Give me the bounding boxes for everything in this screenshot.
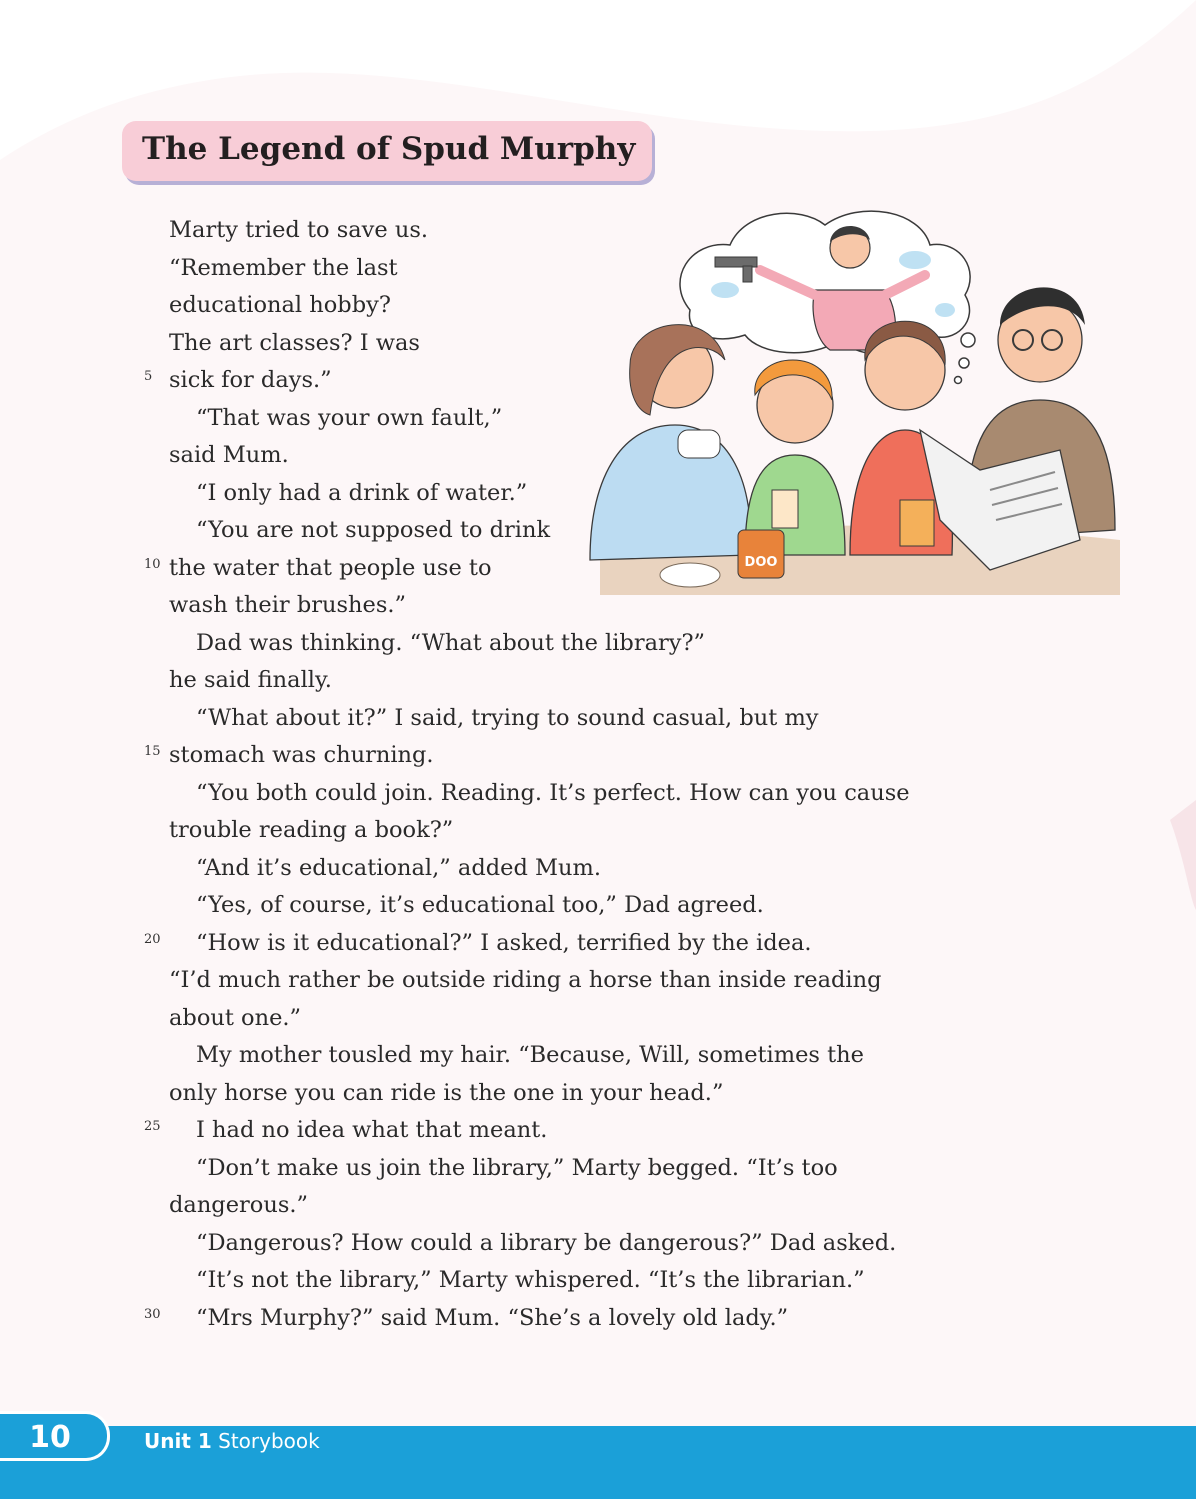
story-line: the water that people use to <box>169 554 492 581</box>
line-number: 5 <box>144 369 153 384</box>
story-line: The art classes? I was <box>169 329 420 356</box>
story-line: I had no idea what that meant. <box>196 1117 548 1143</box>
story-line: educational hobby? <box>169 292 391 318</box>
unit-label: Unit 1 <box>144 1429 212 1453</box>
story-line: about one.” <box>169 1004 302 1031</box>
story-line: “What about it?” I said, trying to sound casual, but my <box>196 704 819 731</box>
story-line: wash their brushes.” <box>169 592 407 618</box>
line-number: 30 <box>144 1306 161 1322</box>
story-line: only horse you can ride is the one in your head.” <box>169 1079 724 1106</box>
jar-label: DOO <box>744 555 778 570</box>
story-line: “You are not supposed to drink <box>196 517 551 543</box>
line-number: 25 <box>144 1119 161 1134</box>
story-line: he said finally. <box>169 667 332 693</box>
story-line: “And it’s educational,” added Mum. <box>196 854 602 881</box>
story-line: Marty tried to save us. <box>169 217 429 243</box>
line-number: 20 <box>144 931 161 947</box>
title-banner <box>122 121 652 181</box>
story-line: My mother tousled my hair. “Because, Will, sometimes the <box>196 1042 864 1068</box>
line-number: 10 <box>144 556 161 572</box>
story-line: Dad was thinking. “What about the library?” <box>196 629 706 656</box>
story-line: “Dangerous? How could a library be dangerous?” Dad asked. <box>196 1229 897 1256</box>
story-line: “You both could join. Reading. It’s perfect. How can you cause <box>196 779 910 806</box>
line-number: 15 <box>144 744 161 759</box>
page-number-tab <box>0 1411 110 1461</box>
story-line: “That was your own fault,” <box>196 404 503 431</box>
story-line: dangerous.” <box>169 1192 309 1218</box>
story-line: “It’s not the library,” Marty whispered. “It’s the librarian.” <box>196 1267 865 1293</box>
story-line: “Yes, of course, it’s educational too,” Dad agreed. <box>196 892 764 918</box>
page-title: The Legend of Spud Murphy <box>142 131 636 167</box>
story-line: trouble reading a book?” <box>169 817 454 843</box>
story-line: stomach was churning. <box>169 742 434 768</box>
story-line: “Mrs Murphy?” said Mum. “She’s a lovely old lady.” <box>196 1304 789 1331</box>
story-line: said Mum. <box>169 442 289 468</box>
story-text <box>169 212 929 1337</box>
story-line: sick for days.” <box>169 367 332 393</box>
story-line: “I’d much rather be outside riding a horse than inside reading <box>169 967 882 993</box>
story-line: “Don’t make us join the library,” Marty begged. “It’s too <box>196 1154 838 1181</box>
story-line: “I only had a drink of water.” <box>196 479 528 506</box>
page-number: 10 <box>29 1420 71 1455</box>
footer-label <box>144 1429 320 1453</box>
story-line: “How is it educational?” I asked, terrified by the idea. <box>196 929 812 956</box>
story-line: “Remember the last <box>169 254 398 281</box>
section-label: Storybook <box>218 1429 320 1453</box>
